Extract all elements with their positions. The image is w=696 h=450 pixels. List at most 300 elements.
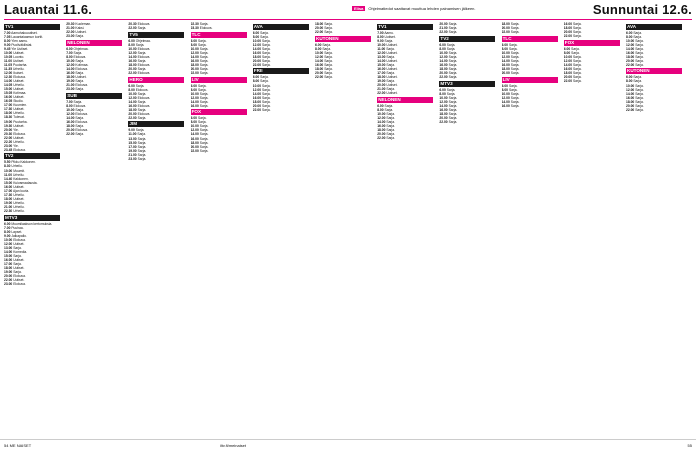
program-time: 10.00 — [4, 237, 13, 242]
program-time: 16.00 — [252, 95, 262, 100]
program-listing — [502, 71, 558, 75]
program-time: 15.00 — [4, 253, 13, 258]
program-time: 12.00 — [128, 95, 137, 100]
program-title: Lapset. — [11, 229, 23, 234]
program-title: Sarja. — [448, 26, 458, 31]
program-listing — [439, 75, 495, 79]
program-time: 13.00 — [377, 54, 386, 59]
program-time: 8.00 — [439, 91, 446, 96]
program-time: 14.00 — [315, 58, 324, 63]
program-title: Sarja. — [199, 144, 209, 149]
program-time: 6.00 — [626, 30, 633, 35]
program-title: Sarja. — [572, 75, 582, 80]
program-time: 15.05 — [4, 91, 13, 96]
program-time: 12.00 — [315, 54, 324, 59]
program-title: Elokuva. — [13, 75, 26, 80]
program-title: Ohjelmaa. — [73, 46, 89, 51]
program-listing — [502, 104, 558, 108]
program-time: 20.00 — [128, 111, 137, 116]
listing-column — [253, 22, 309, 440]
program-time: 20.00 — [252, 58, 262, 63]
program-listing — [191, 26, 247, 30]
program-time: 18.00 — [626, 54, 635, 59]
program-title: Elokuva. — [137, 46, 151, 51]
program-time: 16.00 — [439, 62, 448, 67]
program-time: 16.00 — [4, 95, 13, 100]
program-title: Yle. — [13, 143, 19, 148]
program-listing — [315, 75, 371, 79]
program-title: Sarja. — [572, 34, 582, 39]
program-title: Sarja. — [324, 62, 333, 67]
program-time: 14.00 — [190, 132, 199, 137]
program-title: Sarja. — [633, 79, 642, 84]
program-title: Sarja. — [199, 128, 209, 133]
program-time: 16.00 — [128, 58, 137, 63]
program-time: 8.00 — [315, 46, 322, 51]
program-time: 6.00 — [128, 83, 135, 88]
program-title: Sarja. — [510, 30, 520, 35]
program-time: 18.00 — [315, 22, 324, 26]
listing-column — [626, 22, 682, 440]
program-time: 18.00 — [4, 266, 13, 271]
program-time: 22.00 — [439, 75, 448, 80]
program-title: Sarja. — [386, 70, 395, 75]
program-title: Sarja. — [633, 75, 642, 80]
program-title: Sarja. — [137, 99, 147, 104]
program-time: 10.00 — [128, 46, 137, 51]
program-title: Elokuva. — [135, 87, 149, 92]
program-time: 14.00 — [377, 58, 386, 63]
channel-header: NELONEN — [66, 40, 122, 46]
program-time: 13.00 — [128, 136, 137, 141]
program-title: Sarja. — [633, 34, 642, 39]
program-title: Uutiset. — [13, 135, 25, 140]
program-title: Sarja. — [510, 95, 520, 100]
program-time: 20.00 — [501, 26, 510, 31]
program-title: Sarja. — [386, 62, 395, 67]
program-time: 12.00 — [252, 42, 262, 47]
program-title: Sarja. — [635, 38, 644, 43]
program-time: 9.45 — [4, 46, 11, 51]
program-time: 14.00 — [501, 58, 510, 63]
program-time: 20.00 — [66, 128, 75, 133]
program-time: 16.00 — [190, 58, 199, 63]
program-title: Sarja. — [510, 62, 520, 67]
program-title: Sarja. — [510, 103, 520, 108]
program-time: 19.00 — [4, 270, 13, 275]
channel-header: MTV3 — [4, 215, 60, 221]
program-title: Elokuva. — [137, 62, 151, 67]
program-time: 6.00 — [252, 30, 260, 35]
program-title: Yle. — [13, 127, 19, 132]
program-title: Sarja. — [199, 91, 209, 96]
program-time: 18.00 — [128, 62, 137, 67]
program-time: 18.00 — [501, 66, 510, 71]
program-time: 22.00 — [4, 278, 13, 283]
program-time: 14.00 — [626, 46, 635, 51]
program-time: 11.05 — [4, 62, 13, 67]
program-time: 12.00 — [439, 99, 448, 104]
program-time: 16.00 — [626, 95, 635, 100]
program-time: 22.00 — [315, 75, 324, 80]
program-time: 8.00 — [252, 34, 260, 39]
program-title: Uutiset. — [13, 87, 25, 92]
program-title: Uutiset. — [13, 241, 25, 246]
program-time: 19.00 — [377, 79, 386, 84]
program-title: Sarja. — [135, 83, 145, 88]
program-title: Sarja. — [386, 123, 395, 128]
program-title: Sarja. — [261, 99, 271, 104]
program-time: 12.00 — [377, 50, 386, 55]
program-time: 18.00 — [252, 99, 262, 104]
program-title: Sarja. — [446, 91, 456, 96]
program-time: 12.00 — [501, 95, 510, 100]
program-time: 23.00 — [4, 282, 13, 287]
program-time: 16.00 — [626, 50, 635, 55]
program-listing — [439, 30, 495, 34]
program-title: Sarja. — [75, 87, 84, 92]
program-title: Elokuva. — [75, 66, 89, 71]
program-title: Sarja. — [508, 42, 518, 47]
program-time: 6.00 — [439, 87, 446, 92]
program-time: 18.00 — [377, 128, 386, 133]
program-time: 16.00 — [439, 107, 448, 112]
program-title: Studio. — [13, 99, 24, 104]
program-title: Sarja. — [510, 99, 520, 104]
listing-column — [564, 22, 620, 440]
program-time: 22.30 — [4, 208, 13, 213]
program-time: 10.00 — [190, 91, 199, 96]
program-title: Sarja. — [635, 95, 644, 100]
program-title: Sarja. — [13, 270, 22, 275]
program-title: Sarja. — [199, 66, 209, 71]
program-time: 8.00 — [190, 42, 198, 47]
program-time: 9.00 — [377, 38, 384, 43]
program-title: Sarja. — [137, 136, 147, 141]
program-time: 7.00 — [66, 50, 73, 55]
program-listing — [315, 30, 371, 34]
program-title: Elokuva. — [73, 103, 87, 108]
program-title: Uutiset. — [13, 95, 25, 100]
program-title: Sarja. — [261, 38, 271, 43]
program-title: Sarja. — [386, 115, 395, 120]
program-title: Sarja. — [135, 42, 145, 47]
program-title: Sarja. — [261, 46, 271, 51]
program-time: 8.00 — [252, 79, 260, 84]
program-time: 6.00 — [190, 116, 198, 121]
program-title: Sarja. — [446, 46, 456, 51]
program-title: Elokuva. — [75, 83, 89, 88]
program-time: 8.00 — [377, 107, 384, 112]
program-time: 12.00 — [190, 95, 199, 100]
program-title: Sarja. — [261, 42, 271, 47]
program-time: 22.00 — [377, 136, 386, 141]
right-page-title: Sunnuntai 12.6. — [592, 2, 692, 17]
program-time: 14.00 — [190, 99, 199, 104]
program-time: 20.00 — [439, 22, 448, 26]
program-title: Urheilu. — [13, 208, 25, 213]
program-listing — [128, 71, 184, 75]
program-time: 8.00 — [501, 46, 509, 51]
program-title: Sarja. — [13, 253, 22, 258]
listing-column — [4, 22, 60, 440]
program-title: Kotimaa. — [13, 91, 27, 96]
program-time: 10.00 — [563, 54, 573, 59]
channel-header: FOX — [564, 40, 620, 46]
program-time: 22.00 — [4, 135, 13, 140]
program-title: Sarja. — [324, 58, 333, 63]
program-title: Sarja. — [260, 34, 269, 39]
program-time: 14.00 — [563, 62, 573, 67]
program-title: Sarja. — [572, 22, 582, 26]
program-title: Yle Uutiset. — [11, 46, 29, 51]
program-time: 16.00 — [377, 66, 386, 71]
program-time: 18.00 — [252, 54, 262, 59]
program-title: Elokuva. — [137, 95, 151, 100]
program-time: 22.00 — [315, 30, 324, 35]
program-time: 7.05 — [4, 34, 11, 39]
program-time: 18.00 — [377, 75, 386, 80]
program-title: Sarja. — [572, 62, 582, 67]
program-time: 22.00 — [66, 132, 75, 137]
program-time: 22.00 — [190, 148, 199, 153]
program-title: Kuumien. — [13, 103, 28, 108]
program-title: Sarja. — [260, 75, 269, 80]
program-time: 7.00 — [377, 30, 384, 35]
program-title: Ikuiset. — [13, 70, 24, 75]
program-time: 6.00 — [377, 103, 384, 108]
program-title: Sarja. — [386, 128, 395, 133]
program-title: Urheilu. — [13, 172, 25, 177]
program-title: Sarja. — [448, 95, 458, 100]
page-number-right: 55 — [687, 443, 692, 448]
program-title: Sarja. — [199, 140, 209, 145]
program-time: 18.00 — [626, 99, 635, 104]
program-time: 20.00 — [626, 58, 635, 63]
program-title: Sarja. — [75, 132, 84, 137]
program-time: 10.00 — [66, 58, 75, 63]
program-title: Sarja. — [324, 50, 333, 55]
program-time: 18.00 — [439, 111, 448, 116]
program-time: 19.00 — [128, 148, 137, 153]
program-title: Komedia. — [13, 249, 28, 254]
program-time: 20.00 — [439, 115, 448, 120]
program-time: 10.00 — [626, 38, 635, 43]
program-time: 19.30 — [4, 123, 13, 128]
program-time: 16.00 — [377, 123, 386, 128]
program-title: Sarja. — [635, 42, 644, 47]
channel-header: HERO — [128, 77, 184, 83]
program-title: Uutiset. — [13, 184, 25, 189]
program-time: 16.00 — [190, 136, 199, 141]
program-title: Sarja. — [75, 70, 84, 75]
program-title: Urheilu. — [13, 192, 25, 197]
channel-header: LIV — [191, 77, 247, 83]
program-time: 22.00 — [563, 34, 573, 39]
program-title: Sarja. — [75, 34, 84, 39]
program-time: 18.00 — [66, 75, 75, 80]
program-title: Sarja. — [137, 156, 147, 161]
program-time: 16.05 — [4, 99, 13, 104]
program-time: 20.00 — [190, 66, 199, 71]
program-title: Sarja. — [635, 54, 644, 59]
program-title: Sarja. — [137, 140, 147, 145]
program-time: 20.00 — [4, 127, 13, 132]
program-time: 23.00 — [128, 156, 137, 161]
program-title: Sarja. — [324, 70, 333, 75]
program-time: 16.00 — [501, 103, 510, 108]
program-time: 20.00 — [439, 70, 448, 75]
program-time: 16.00 — [563, 22, 573, 26]
program-time: 12.00 — [4, 241, 13, 246]
program-title: Elokuva. — [73, 54, 87, 59]
program-time: 16.00 — [4, 184, 13, 189]
program-time: 17.00 — [4, 103, 13, 108]
program-listing — [626, 63, 682, 67]
program-title: Sarja. — [635, 91, 644, 96]
program-title: Elokuva. — [13, 237, 26, 242]
program-title: Sarja. — [635, 87, 644, 92]
program-title: Elokuva. — [137, 111, 151, 116]
program-time: 22.00 — [439, 30, 448, 35]
channel-header: NELONEN — [377, 97, 433, 103]
program-time: 8.00 — [66, 54, 73, 59]
program-title: Sarja. — [137, 148, 147, 153]
channel-header: JIM — [128, 121, 184, 127]
program-title: Uutiset. — [13, 79, 25, 84]
program-time: 10.00 — [190, 46, 199, 51]
program-title: Sarja. — [261, 50, 271, 55]
program-time: 17.00 — [377, 70, 386, 75]
program-title: Uutiset. — [384, 34, 396, 39]
program-title: Sarja. — [386, 136, 395, 141]
program-time: 21.00 — [377, 87, 386, 92]
program-time: 18.00 — [501, 22, 510, 26]
program-title: Sarja. — [635, 107, 644, 112]
program-time: 5.50 — [4, 160, 11, 165]
program-time: 8.00 — [66, 103, 73, 108]
program-time: 17.30 — [4, 107, 13, 112]
program-time: 12.00 — [252, 87, 262, 92]
program-title: Sarja. — [324, 26, 333, 31]
program-time: 8.00 — [439, 46, 446, 51]
program-title: Elokuva. — [199, 26, 213, 31]
page-number-left: 54 — [4, 443, 9, 448]
channel-header: KUTONEN — [626, 68, 682, 74]
listing-column — [377, 22, 433, 440]
program-time: 12.00 — [501, 54, 510, 59]
listing-column — [315, 22, 371, 440]
program-title: Ajan kuvia. — [13, 188, 30, 193]
channel-header: TLC — [502, 36, 558, 42]
program-title: Urheilu. — [13, 139, 25, 144]
program-title: Sarja. — [324, 54, 333, 59]
program-title: Sarja. — [199, 46, 209, 51]
program-title: Sarja. — [572, 66, 582, 71]
program-title: Sarja. — [75, 107, 84, 112]
program-listing — [564, 34, 620, 38]
program-title: Sarja. — [510, 50, 520, 55]
program-time: 19.00 — [4, 119, 13, 124]
program-title: Sarja. — [137, 132, 147, 137]
program-time: 10.00 — [252, 38, 262, 43]
program-time: 22.00 — [626, 107, 635, 112]
program-title: Uutiset. — [386, 91, 398, 96]
program-title: Sarja. — [448, 30, 458, 35]
program-time: 12.00 — [66, 62, 75, 67]
program-title: Sarja. — [197, 38, 207, 43]
program-time: 22.00 — [128, 115, 137, 120]
channel-header: AVA — [626, 24, 682, 30]
program-time: 20.00 — [501, 70, 510, 75]
program-listing — [564, 79, 620, 83]
program-time: 16.00 — [563, 66, 573, 71]
program-title: Sarja. — [448, 119, 458, 124]
program-time: 6.00 — [501, 83, 509, 88]
program-title: Sarja. — [260, 30, 269, 35]
program-time: 18.00 — [563, 70, 573, 75]
program-title: Sarja. — [448, 70, 458, 75]
program-title: Sarja. — [135, 128, 145, 133]
program-listing — [626, 108, 682, 112]
program-time: 18.00 — [439, 66, 448, 71]
program-time: 8.00 — [4, 229, 11, 234]
program-time: 14.00 — [128, 99, 137, 104]
program-time: 20.00 — [4, 274, 13, 279]
channel-header: LIV — [502, 77, 558, 83]
program-time: 16.00 — [66, 70, 75, 75]
program-time: 15.00 — [4, 180, 13, 185]
program-time: 18.00 — [128, 107, 137, 112]
program-time: 8.00 — [563, 50, 571, 55]
program-title: Sarja. — [386, 119, 395, 124]
program-time: 10.00 — [190, 124, 199, 129]
program-title: Sarja. — [386, 111, 395, 116]
program-title: Sarja. — [13, 245, 22, 250]
program-time: 14.40 — [4, 176, 13, 181]
program-title: Uutiset. — [386, 58, 398, 63]
program-title: Sarja. — [635, 62, 644, 67]
program-time: 14.00 — [252, 46, 262, 51]
program-title: Sarja. — [197, 87, 207, 92]
program-title: Sarja. — [324, 30, 333, 35]
program-title: Elokuva. — [13, 131, 26, 136]
program-title: Sarja. — [261, 58, 271, 63]
program-time: 15.00 — [4, 87, 13, 92]
program-time: 10.00 — [501, 50, 510, 55]
program-time: 22.00 — [66, 30, 75, 35]
program-title: Urheilu. — [13, 200, 25, 205]
program-time: 10.00 — [377, 42, 386, 47]
program-time: 6.00 — [501, 42, 509, 47]
program-title: Sarja. — [73, 50, 83, 55]
program-listing — [439, 120, 495, 124]
program-title: Sarja. — [199, 70, 209, 75]
program-title: Sarja. — [446, 87, 456, 92]
program-time: 16.00 — [128, 103, 137, 108]
program-title: Sarja. — [386, 79, 395, 84]
program-title: Sarja. — [199, 22, 209, 26]
program-title: Uutiset. — [75, 30, 87, 35]
program-title: Sarja. — [635, 46, 644, 51]
program-title: Puutarha. — [13, 62, 28, 67]
program-title: Lauantaiaamun kortit. — [11, 34, 44, 39]
program-time: 6.00 — [439, 42, 446, 47]
listing-column — [191, 22, 247, 440]
program-time: 18.00 — [315, 66, 324, 71]
program-title: Sarja. — [384, 103, 394, 108]
program-title: Uutiset. — [13, 266, 25, 271]
